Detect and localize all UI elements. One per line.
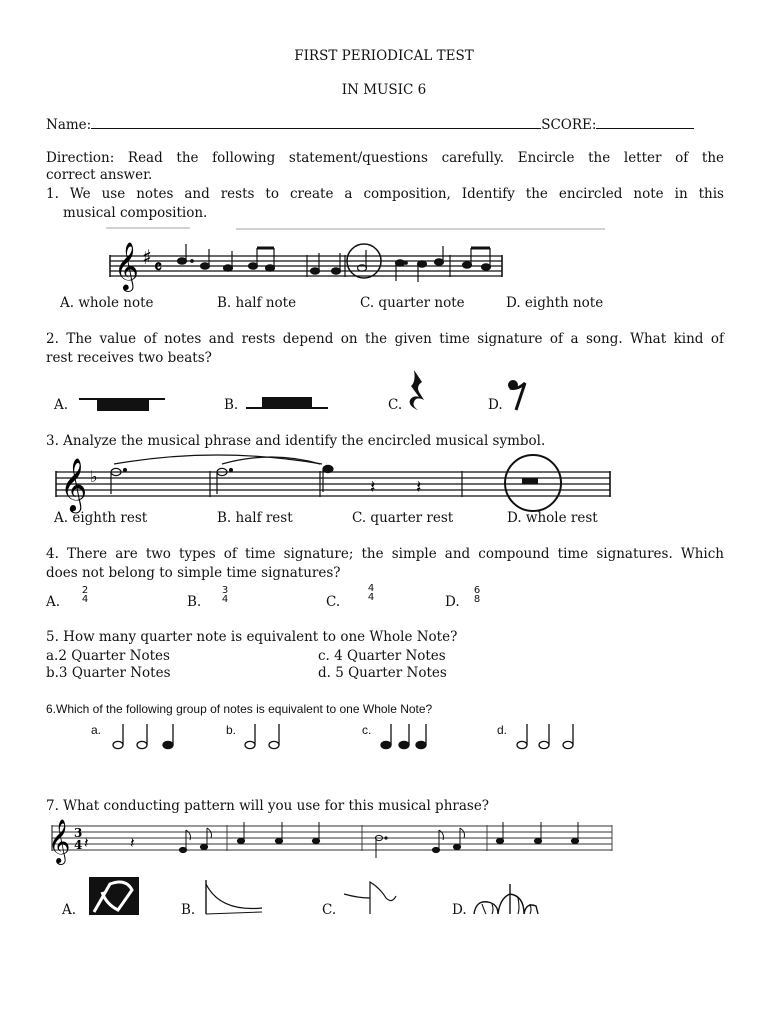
name-score-line: [46, 116, 694, 133]
q3-option-a[interactable]: A. eighth rest: [54, 510, 148, 526]
sharp-icon: ♯: [142, 245, 152, 269]
quarter-rest-icon: 𝄽: [84, 834, 89, 852]
score-field[interactable]: [596, 116, 694, 129]
flat-icon: ♭: [90, 467, 98, 486]
direction-line-2: correct answer.: [46, 167, 153, 183]
q3-option-d[interactable]: D. whole rest: [507, 510, 598, 526]
q6-label-b[interactable]: b.: [226, 723, 237, 737]
q2-label-c[interactable]: C.: [388, 397, 403, 413]
common-time-icon: 𝄴: [154, 257, 163, 278]
treble-clef-icon: 𝄞: [60, 457, 88, 511]
quarter-rest-icon: 𝄽: [416, 477, 422, 498]
conducting-pattern-a-icon: [88, 876, 140, 916]
q6-text: 6.Which of the following group of notes is equivalent to one Whole Note?: [46, 702, 433, 716]
q7-music-staff: [44, 816, 616, 866]
conducting-pattern-b-icon: [200, 878, 268, 918]
q6-label-d[interactable]: d.: [497, 723, 508, 737]
treble-clef-icon: 𝄞: [48, 819, 71, 863]
conducting-pattern-d-icon: [470, 880, 542, 918]
q6-notes-d: [512, 722, 587, 752]
q3-option-c[interactable]: C. quarter rest: [352, 510, 454, 526]
q4-text-line-1: 4. There are two types of time signature; the simple and compound time signatures. Which: [46, 546, 724, 562]
q6-notes-c: [376, 722, 436, 752]
q7-label-c[interactable]: C.: [322, 902, 337, 918]
q2-label-d[interactable]: D.: [488, 397, 503, 413]
q3-music-staff: [52, 452, 620, 514]
q1-text-line-2: musical composition.: [63, 205, 208, 221]
q4-label-a[interactable]: A.: [46, 594, 61, 610]
q4-time-signature-c: 4 4: [367, 583, 375, 603]
q4-label-d[interactable]: D.: [445, 594, 460, 610]
q6-notes-b: [240, 722, 290, 752]
eighth-rest-icon: [506, 378, 530, 412]
q1-option-d[interactable]: D. eighth note: [506, 295, 604, 311]
q2-text-line-2: rest receives two beats?: [46, 350, 212, 366]
quarter-rest-icon: [404, 368, 430, 412]
q5-option-a[interactable]: a.2 Quarter Notes: [46, 648, 170, 664]
q4-label-c[interactable]: C.: [326, 594, 341, 610]
q4-label-b[interactable]: B.: [187, 594, 202, 610]
q6-label-a[interactable]: a.: [91, 723, 102, 737]
q2-label-b[interactable]: B.: [224, 397, 239, 413]
q2-label-a[interactable]: A.: [54, 397, 69, 413]
q6-label-c[interactable]: c.: [362, 723, 372, 737]
treble-clef-icon: 𝄞: [114, 241, 139, 290]
conducting-pattern-c-icon: [340, 878, 402, 918]
q1-option-b[interactable]: B. half note: [217, 295, 297, 311]
q4-time-signature-d: 6 8: [473, 585, 481, 605]
test-subtitle: IN MUSIC 6: [341, 82, 427, 98]
score-label: SCORE:: [541, 117, 597, 133]
q5-option-d[interactable]: d. 5 Quarter Notes: [318, 665, 447, 681]
quarter-rest-icon: 𝄽: [370, 477, 376, 498]
q1-music-staff: [100, 226, 610, 292]
time-signature-top: 3: [74, 826, 83, 840]
direction-line-1: Direction: Read the following statement/questions carefully. Encircle the letter of the: [46, 150, 724, 166]
name-field[interactable]: [91, 116, 541, 129]
whole-rest-icon: [75, 393, 170, 413]
name-label: Name:: [46, 117, 92, 133]
test-title: FIRST PERIODICAL TEST: [294, 48, 474, 64]
quarter-rest-icon: 𝄽: [130, 834, 135, 852]
q7-notes: [179, 822, 578, 858]
q5-text: 5. How many quarter note is equivalent to one Whole Note?: [46, 629, 458, 645]
q5-option-b[interactable]: b.3 Quarter Notes: [46, 665, 171, 681]
q4-text-line-2: does not belong to simple time signatures?: [46, 565, 341, 581]
half-rest-icon: [522, 478, 538, 484]
q3-text: 3. Analyze the musical phrase and identify the encircled musical symbol.: [46, 433, 546, 449]
q7-label-b[interactable]: B.: [181, 902, 196, 918]
q4-time-signature-a: 2 4: [81, 585, 89, 605]
q7-label-a[interactable]: A.: [62, 902, 77, 918]
q7-text: 7. What conducting pattern will you use for this musical phrase?: [46, 798, 490, 814]
q5-option-c[interactable]: c. 4 Quarter Notes: [318, 648, 446, 664]
q2-text-line-1: 2. The value of notes and rests depend on the given time signature of a song. What kind of: [46, 331, 724, 347]
q1-option-c[interactable]: C. quarter note: [360, 295, 465, 311]
q4-time-signature-b: 3 4: [221, 585, 229, 605]
half-rest-icon: [242, 393, 332, 413]
q6-notes-a: [110, 722, 185, 752]
q1-text-line-1: 1. We use notes and rests to create a composition, Identify the encircled note in this: [46, 186, 724, 202]
q3-option-b[interactable]: B. half rest: [217, 510, 293, 526]
time-signature-bottom: 4: [74, 838, 83, 852]
q7-label-d[interactable]: D.: [452, 902, 467, 918]
q1-option-a[interactable]: A. whole note: [60, 295, 154, 311]
